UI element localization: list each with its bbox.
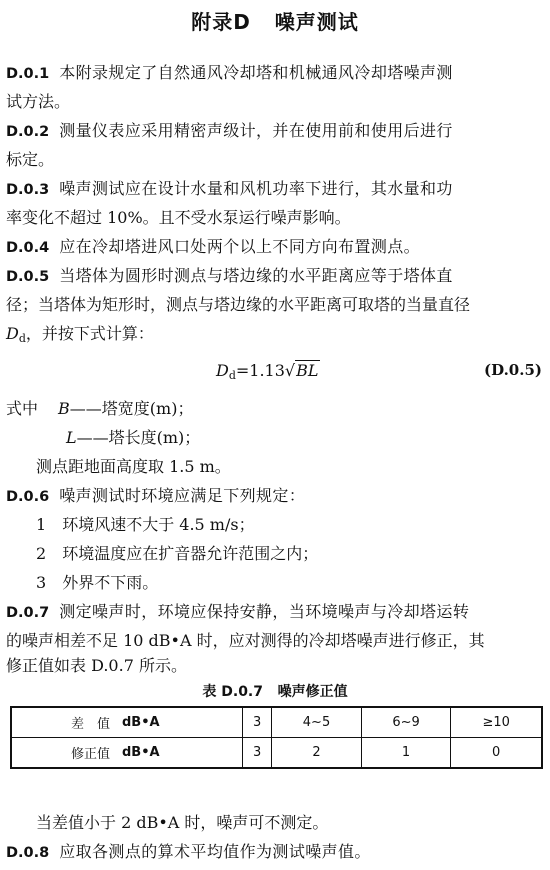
list-item (36, 514, 550, 536)
formula-lhs: D (216, 361, 229, 380)
variable-b: B (58, 399, 70, 418)
table-cell: 6~9 (361, 707, 451, 738)
clause-d07-continued-2: 修正值如表 D.0.7 所示。 (6, 656, 187, 675)
clause-number: D.0.7 (6, 605, 50, 621)
clause-number: D.0.2 (6, 124, 50, 140)
table-cell: 3 (243, 707, 272, 738)
formula-radicand: BL (296, 361, 319, 380)
clause-number: D.0.8 (6, 845, 50, 861)
variable-l-row (66, 427, 550, 449)
list-item (36, 543, 550, 565)
clause-text: 应在冷却塔进风口处两个以上不同方向布置测点。 (59, 237, 421, 256)
table-cell: 2 (272, 738, 362, 769)
clause-number: D.0.4 (6, 240, 50, 256)
clause-d07-continued: 的噪声相差不足 10 dB•A 时，应对测得的冷却塔噪声进行修正，其 (6, 631, 485, 650)
clause-d05 (6, 265, 546, 288)
formula-row (0, 361, 550, 387)
formula-coefficient: =1.13 (235, 361, 285, 380)
clause-text: 应取各测点的算术平均值作为测试噪声值。 (59, 842, 371, 861)
clause-d02-continued: 标定。 (6, 150, 55, 169)
list-item-text: 环境风速不大于 4.5 m/s； (62, 515, 255, 534)
formula-lhs-subscript: d (228, 369, 236, 382)
clause-d01-continued: 试方法。 (6, 92, 71, 111)
table-cell: 1 (361, 738, 451, 769)
sqrt-icon: √ (284, 361, 296, 380)
clause-text: 测定噪声时，环境应保持安静，当环境噪声与冷却塔运转 (59, 602, 470, 621)
row-unit: dB•A (116, 707, 243, 738)
table-caption: 表 D.0.7 噪声修正值 (202, 684, 348, 700)
variable-l-desc: ——塔长度(m)； (76, 428, 201, 447)
clause-d04 (6, 236, 546, 259)
where-label: 式中 (6, 399, 39, 418)
clause-number: D.0.3 (6, 182, 50, 198)
clause-number: D.0.5 (6, 269, 50, 285)
page-title: 附录D 噪声测试 (191, 10, 359, 34)
clause-text: 噪声测试应在设计水量和风机功率下进行，其水量和功 (59, 179, 453, 198)
clause-d01 (6, 62, 546, 85)
clause-d07 (6, 601, 546, 624)
clause-d08 (6, 841, 546, 864)
table-cell: ≥10 (451, 707, 542, 738)
symbol-d: D (6, 324, 19, 343)
table-row (11, 738, 542, 769)
clause-text: 测量仪表应采用精密声级计，并在使用前和使用后进行 (59, 121, 453, 140)
formula (216, 361, 320, 382)
clause-number: D.0.1 (6, 66, 50, 82)
variable-b-row (6, 398, 546, 420)
clause-text: ，并按下式计算： (25, 324, 154, 343)
noise-correction-table (10, 706, 543, 769)
clause-text: 当塔体为圆形时测点与塔边缘的水平距离应等于塔体直 (59, 266, 453, 285)
table-row (11, 707, 542, 738)
table-cell: 0 (451, 738, 542, 769)
clause-d05-continued-2 (6, 323, 546, 350)
list-item-number: 2 (36, 544, 47, 563)
measurement-height: 测点距地面高度取 1.5 m。 (36, 457, 231, 476)
equation-number: (D.0.5) (484, 361, 542, 379)
list-item-number: 3 (36, 573, 47, 592)
clause-text: 噪声测试时环境应满足下列规定： (59, 486, 306, 505)
clause-d02 (6, 120, 546, 143)
clause-d05-continued: 径；当塔体为矩形时，测点与塔边缘的水平距离可取塔的当量直径 (6, 295, 471, 314)
clause-text: 本附录规定了自然通风冷却塔和机械通风冷却塔噪声测 (59, 63, 453, 82)
clause-d06 (6, 485, 546, 508)
clause-d03-continued: 率变化不超过 10%。且不受水泵运行噪声影响。 (6, 208, 351, 227)
row-label: 修正值 (11, 738, 116, 769)
list-item-text: 外界不下雨。 (62, 573, 159, 592)
row-label: 差 值 (11, 707, 116, 738)
table-cell: 3 (243, 738, 272, 769)
list-item-text: 环境温度应在扩音器允许范围之内； (62, 544, 319, 563)
variable-l: L (66, 428, 77, 447)
list-item (36, 572, 550, 594)
table-cell: 4~5 (272, 707, 362, 738)
symbol-d-subscript: d (18, 332, 26, 345)
list-item-number: 1 (36, 515, 47, 534)
clause-d03 (6, 178, 546, 201)
table-note: 当差值小于 2 dB•A 时，噪声可不测定。 (36, 813, 329, 832)
clause-number: D.0.6 (6, 489, 50, 505)
variable-b-desc: ——塔宽度(m)； (69, 399, 194, 418)
row-unit: dB•A (116, 738, 243, 769)
